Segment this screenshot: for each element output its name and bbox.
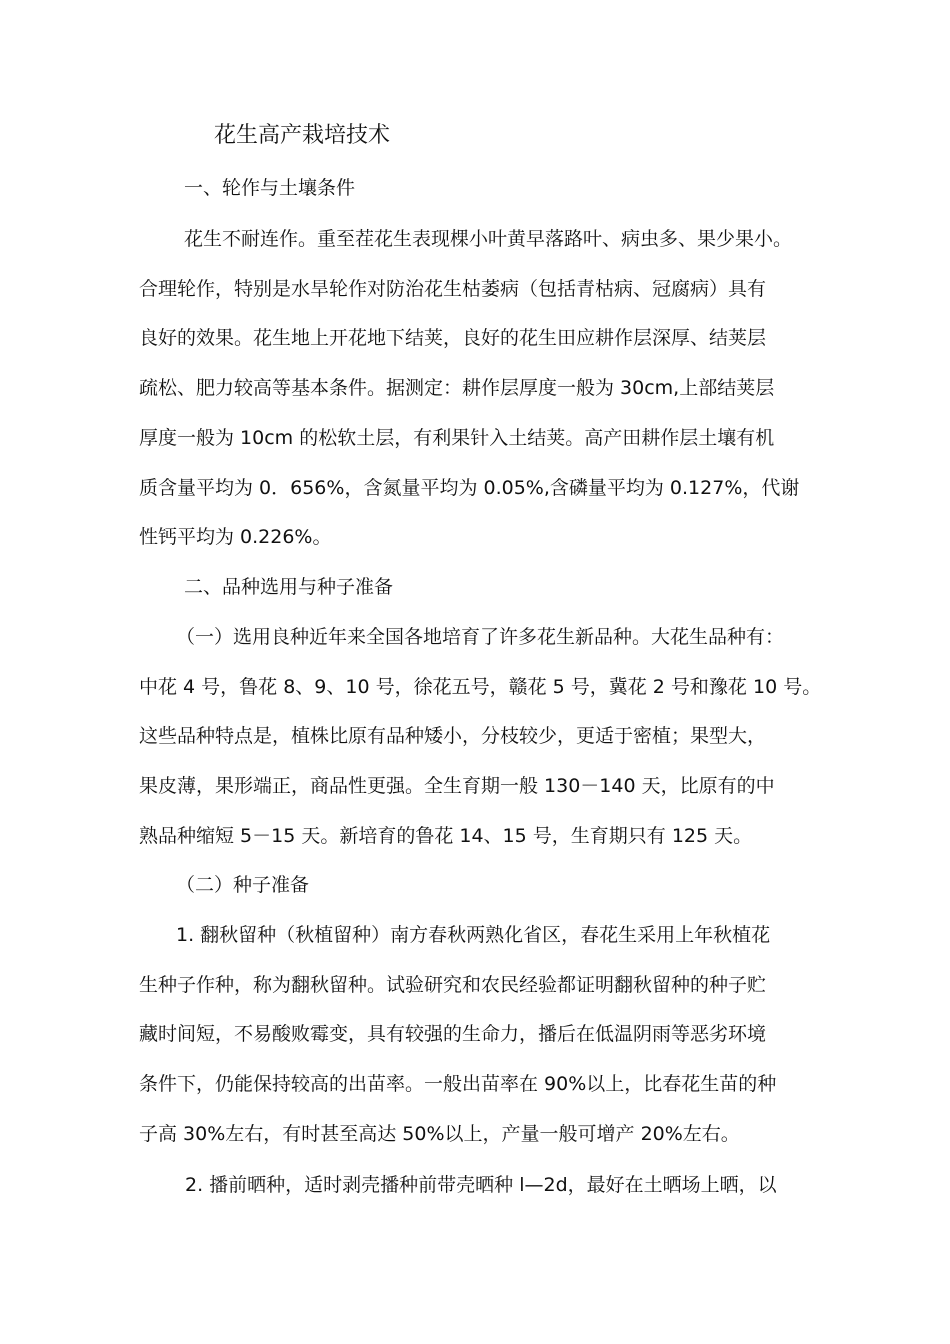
paragraph-line: 质含量平均为 0．656%，含氮量平均为 0.05%,含磷量平均为 0.127%，代谢 (139, 477, 800, 499)
paragraph-line: 花生不耐连作。重至茬花生表现棵小叶黄早落路叶、病虫多、果少果小。 (184, 228, 793, 250)
paragraph-line: 厚度一般为 10cm 的松软土层，有利果针入土结荚。高产田耕作层土壤有机 (139, 427, 775, 449)
paragraph-line: 中花 4 号，鲁花 8、9、10 号，徐花五号，赣花 5 号，冀花 2 号和豫花 10 号。 (139, 676, 822, 698)
paragraph-line: 生种子作种，称为翻秋留种。试验研究和农民经验都证明翻秋留种的种子贮 (139, 974, 767, 996)
paragraph-line: 1. 翻秋留种（秋植留种）南方春秋两熟化省区，春花生采用上年秋植花 (176, 924, 771, 946)
paragraph-line: 合理轮作，特别是水旱轮作对防治花生枯萎病（包括青枯病、冠腐病）具有 (139, 278, 767, 300)
paragraph-line: 子高 30%左右，有时甚至高达 50%以上，产量一般可增产 20%左右。 (139, 1123, 740, 1145)
section-heading: 二、品种选用与种子准备 (184, 576, 394, 598)
paragraph-line: （一）选用良种近年来全国各地培育了许多花生新品种。大花生品种有： (176, 626, 785, 648)
paragraph-line: 性钙平均为 0.226%。 (139, 526, 332, 548)
paragraph-line: 良好的效果。花生地上开花地下结荚，良好的花生田应耕作层深厚、结荚层 (139, 327, 767, 349)
paragraph-line: 疏松、肥力较高等基本条件。据测定：耕作层厚度一般为 30cm,上部结荚层 (139, 377, 775, 399)
section-heading: 一、轮作与土壤条件 (184, 177, 356, 199)
document-title: 花生高产栽培技术 (214, 123, 391, 148)
paragraph-line: 这些品种特点是，植株比原有品种矮小，分枝较少，更适于密植；果型大， (139, 725, 767, 747)
paragraph-line: 果皮薄，果形端正，商品性更强。全生育期一般 130－140 天，比原有的中 (139, 775, 775, 797)
subsection-heading: （二）种子准备 (176, 874, 310, 896)
paragraph-line: 熟品种缩短 5－15 天。新培育的鲁花 14、15 号，生育期只有 125 天。 (139, 825, 753, 847)
paragraph-line: 条件下，仍能保持较高的出苗率。一般出苗率在 90%以上，比春花生苗的种 (139, 1073, 777, 1095)
paragraph-line: 藏时间短，不易酸败霉变，具有较强的生命力，播后在低温阴雨等恶劣环境 (139, 1023, 767, 1045)
paragraph-line: 2. 播前晒种，适时剥壳播种前带壳晒种 l—2d，最好在土晒场上晒，以 (185, 1174, 777, 1196)
